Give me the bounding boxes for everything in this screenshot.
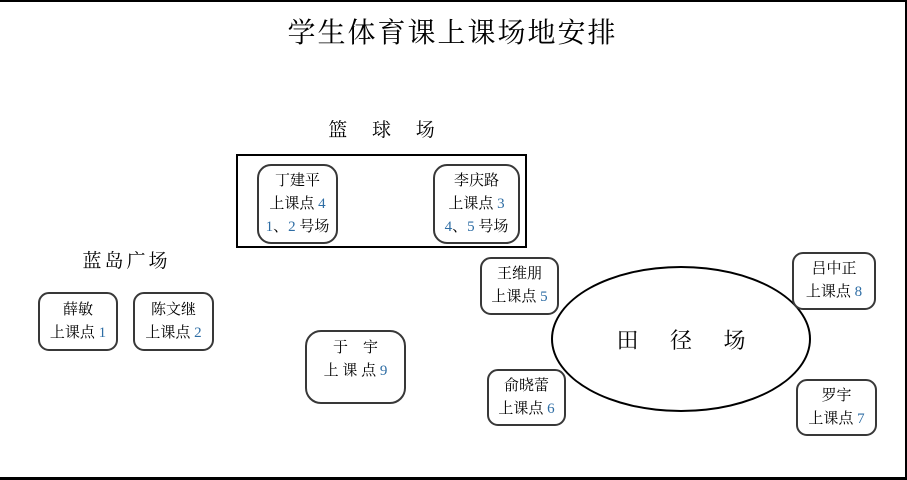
teacher-name: 李庆路 — [453, 172, 499, 189]
class-point: 上课点 2 — [145, 324, 202, 341]
teacher-card-li-qinglu[interactable] — [433, 164, 520, 244]
track-field-shape[interactable] — [551, 266, 811, 412]
class-point: 上课点 3 — [448, 195, 505, 212]
class-point: 上 课 点 9 — [323, 363, 388, 379]
teacher-card-luo-yu[interactable] — [796, 379, 877, 436]
page-title: 学生体育课上课场地安排 — [287, 18, 618, 49]
teacher-card-yu-yu[interactable] — [305, 330, 406, 404]
teacher-name: 薛敏 — [62, 301, 93, 318]
court-numbers: 4、5 号场 — [444, 218, 509, 235]
teacher-card-wang-weipeng[interactable] — [480, 257, 559, 315]
class-point: 上课点 1 — [49, 324, 107, 341]
court-numbers: 1、2 号场 — [265, 218, 330, 235]
basketball-court-shape[interactable] — [236, 154, 527, 248]
class-point: 上课点 5 — [491, 289, 548, 305]
track-field-label: 田 径 场 — [616, 327, 759, 353]
class-point: 上课点 7 — [808, 410, 865, 427]
teacher-name: 罗宇 — [821, 387, 852, 404]
teacher-card-yu-xiaolei[interactable] — [487, 369, 566, 426]
class-point: 上课点 4 — [269, 195, 326, 212]
teacher-card-xue-min[interactable] — [38, 292, 118, 351]
plaza-label: 蓝岛广场 — [82, 251, 171, 272]
teacher-card-lv-zhongzheng[interactable] — [792, 252, 876, 310]
teacher-name: 于 宇 — [332, 340, 378, 356]
teacher-name: 陈文继 — [150, 301, 196, 318]
teacher-card-ding-jianping[interactable] — [257, 164, 338, 244]
teacher-card-chen-wenji[interactable] — [133, 292, 214, 351]
class-point: 上课点 8 — [805, 284, 863, 300]
teacher-name: 丁建平 — [274, 172, 320, 189]
teacher-name: 俞晓蕾 — [503, 377, 549, 394]
teacher-name: 王维朋 — [496, 266, 542, 282]
class-point: 上课点 6 — [498, 400, 555, 417]
basketball-court-label: 篮 球 场 — [328, 120, 445, 141]
teacher-name: 吕中正 — [811, 261, 857, 277]
